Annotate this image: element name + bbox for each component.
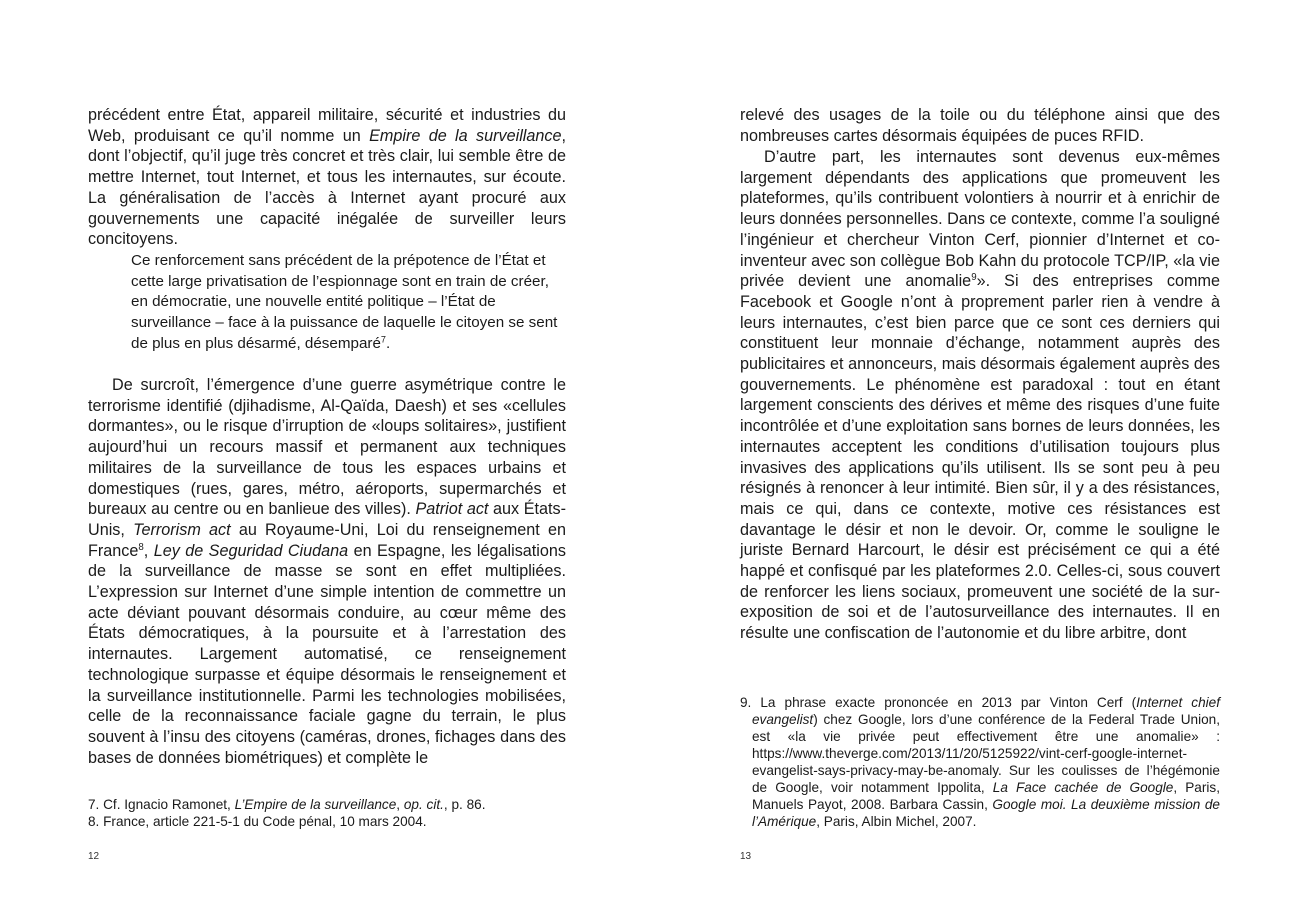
right-page [740,0,1220,913]
italic-term: Ley de Seguridad Ciudana [153,541,349,560]
italic-term: Terrorism act [133,520,231,539]
text-run: , p. 86. [443,797,486,812]
text-run: précédent entre État, appareil militaire, sécurité et industries du Web, produisant ce qu’il nomme un [88,106,566,145]
text-run: 9. La phrase exacte prononcée en 2013 par Vinton Cerf ( [740,695,1137,710]
text-run: en Espagne, les légalisations de la surveillance de masse se sont en effet multipliées. L’expression sur Internet d’une simple intention de commettre un acte déviant pouvant désormais conduire, au cœur même des États démocratiques, à la poursuite et à l’arrestation des internautes. Largement automatisé, ce renseignement technologique surpasse et équipe désormais le renseignement et la surveillance institutionnelle. Parmi les technologies mobilisées, celle de la reconnaissance faciale gagne du terrain, le plus souvent à l’insu des citoyens (caméras, drones, fichages dans des bases de données biométriques) et complète le [88,541,567,767]
text-run: , [396,797,404,812]
text-run: , Paris, Albin Michel, 2007. [816,814,977,829]
text-run: , Paris, Manuels Payot, 2008. Barbara Cassin, [752,780,1220,812]
italic-title: L’Empire de la surveillance [234,797,397,812]
text-run: au Royaume-Uni, Loi du renseignement en France [88,520,566,560]
right-footnotes [740,694,1220,830]
italic-term: op. cit. [403,797,444,812]
text-run: ». Si des entreprises comme Facebook et Google n’ont à proprement parler rien à vendre à leurs internautes, c’est bien parce que ce sont ces derniers qui constituent leur monnaie d’échange, notamment auprès des publicitaires et annonceurs, mais désormais également auprès des gouvernements. Le phénomène est paradoxal : tout en étant largement conscients des dérives et même des risques d’une fuite incontrôlée et d’une exploitation sans bornes de leurs données, les internautes acceptent les conditions d’utilisation toujours plus invasives des applications qu’ils utilisent. Ils se sont peu à peu résignés à renoncer à leur intimité. Bien sûr, il y a des résistances, mais ce qui, dans ce contexte, motive ces résistances est davantage le désir et non le devoir. Or, comme le souligne le juriste Bernard Harcourt, le désir est précisément ce qui a été happé et confisqué par les plateformes 2.0. Celles-ci, sous couvert de renforcer les liens sociaux, promeuvent une société de la sur-exposition de soi et de l’autosurveillance des internautes. Il en résulte une confiscation de l’autonomie et du libre arbitre, dont [740,272,1220,643]
italic-title: Empire de la surveillance [369,126,562,145]
footnote-7 [88,796,566,813]
left-page [88,0,566,913]
italic-title: Google moi. La deuxième mission de l’Amérique [752,797,1220,829]
block-quote [131,251,566,355]
text-run: aux États-Unis, [88,500,566,539]
quote-text: Ce renforcement sans précédent de la prépotence de l’État et cette large privatisation de l’espionnage sont en train de créer, en démocratie, une nouvelle entité politique – l’État de surveillance – face à la puissance de laquelle le citoyen se sent de plus en plus désarmé, désemparé [131,252,558,352]
italic-title: La Face cachée de Google [992,780,1174,795]
footnote-ref-9[interactable]: 9 [971,272,977,284]
left-paragraph-1 [88,105,566,250]
text-run: De surcroît, l’émergence d’une guerre asymétrique contre le terrorisme identifié (djihadisme, Al-Qaïda, Daesh) et ses «cellules dormantes», ou le risque d’irruption de «loups solitaires», justifient aujourd’hui un recours massif et permanent aux techniques militaires de la surveillance de tous les espaces urbains et domestiques (rues, gares, métro, aéroports, supermarchés et bureaux au centre ou en banlieue des villes). [88,376,566,519]
italic-term: Patriot act [415,500,489,519]
text-run: D’autre part, les internautes sont devenus eux-mêmes largement dépendants des applications que promeuvent les plateformes, qu’ils contribuent volontiers à nourrir et à enrichir de leurs données personnelles. Dans ce contexte, comme l’a souligné l’ingénieur et chercheur Vinton Cerf, pionnier d’Internet et co-inventeur avec son collègue Bob Kahn du protocole TCP/IP, «la vie privée devient une anomalie [740,148,1220,291]
text-run: . [385,334,391,352]
footnote-ref-8[interactable]: 8 [138,541,144,553]
page-number: 13 [740,851,752,862]
footnote-9 [740,694,1220,830]
right-paragraph-1 [740,105,1220,146]
text-run: relevé des usages de la toile ou du téléphone ainsi que des nombreuses cartes désormais équipées de puces RFID. [740,106,1220,145]
text-run: 7. Cf. Ignacio Ramonet, [88,797,235,812]
footnote-ref-7[interactable]: 7 [380,334,386,345]
left-paragraph-2 [88,375,566,768]
footnote-8: 8. France, article 221-5-1 du Code pénal, 10 mars 2004. [88,814,427,829]
right-paragraph-2 [740,147,1220,644]
text-run: ) chez Google, lors d’une conférence de la Federal Trade Union, est «la vie privée peut effectivement être une anomalie» : https://www.theverge.com/2013/11/20/5125922/vint-cerf-google-internet-evangelist-says-privacy-may-be-anomaly. Sur les coulisses de l’hégémonie de Google, voir notamment Ippolita, [752,712,1220,795]
text-run: , dont l’objectif, qu’il juge très concret et très clair, lui semble être de mettre Internet, tout Internet, et tous les internautes, sur écoute. La généralisation de l’accès à Internet ayant procuré aux gouvernements une capacité inégalée de surveiller leurs concitoyens. [88,126,566,249]
left-footnotes [88,796,566,830]
page-number: 12 [88,851,100,862]
italic-term: Internet chief evangelist [752,695,1220,727]
text-run: , [143,541,154,560]
